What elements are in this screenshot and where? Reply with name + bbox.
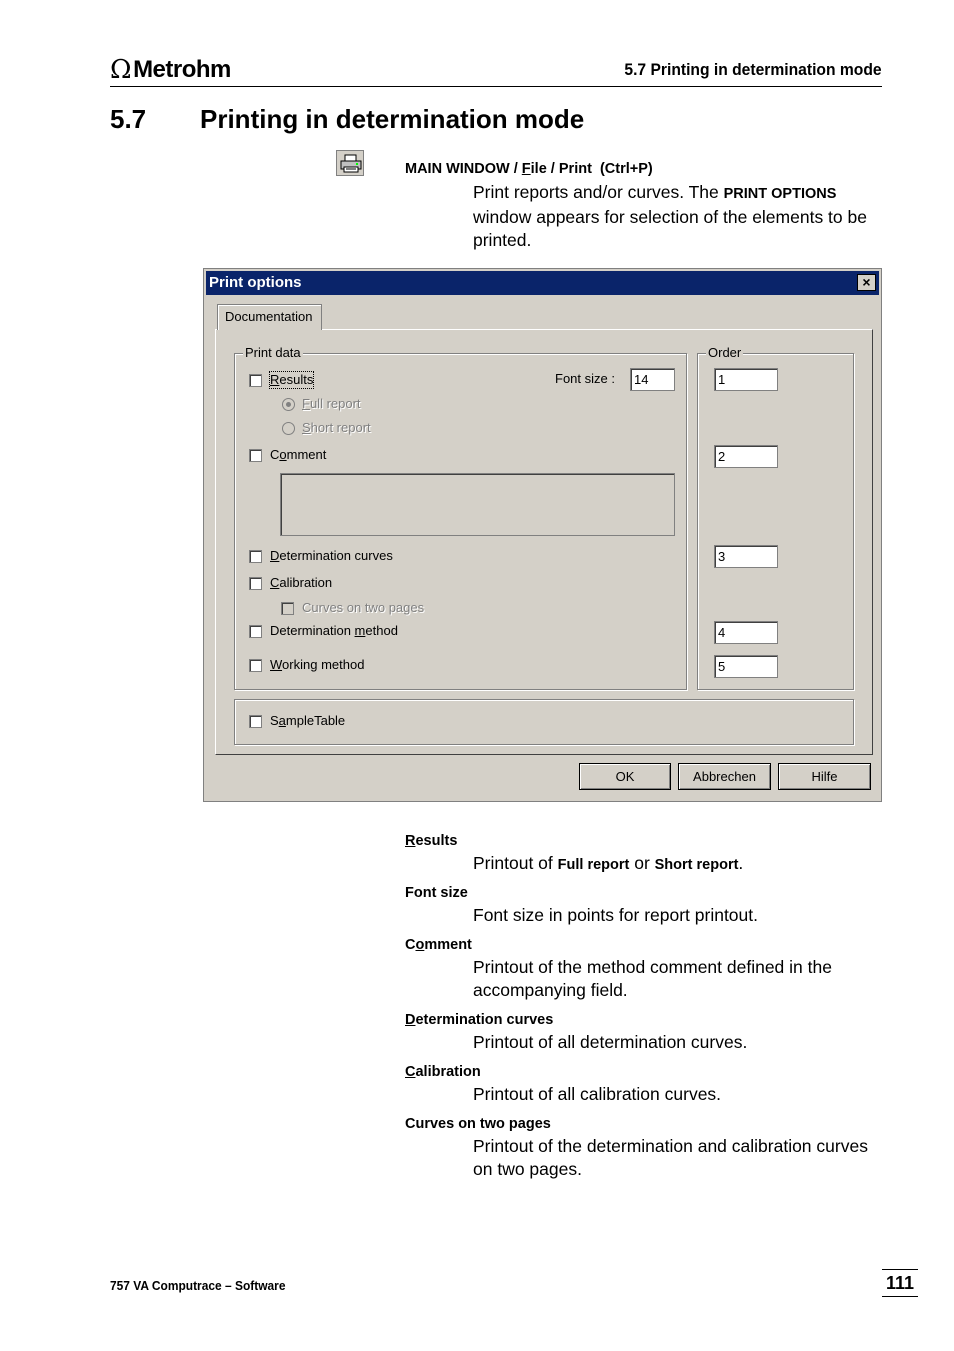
full-report-label [302,396,361,412]
term-calibration [405,1064,481,1080]
omega-logo-icon: Ω [110,55,132,85]
working-method-label [270,657,364,673]
term-text: C [405,937,416,953]
term-comment [405,937,472,953]
menu-shortcut: (Ctrl+P) [591,161,653,177]
label-text: S [270,713,279,728]
mnemonic: D [270,548,280,563]
determination-curves-checkbox[interactable] [249,550,262,563]
intro-paragraph [473,181,883,252]
label-text: mpleTable [285,713,346,728]
mnemonic: W [270,657,283,672]
logo-text: Metrohm [133,56,231,83]
close-icon[interactable]: × [857,274,876,291]
term-results [405,833,457,849]
tab-documentation[interactable]: Documentation [217,304,322,330]
comment-label [270,447,326,463]
intro-text: window appears for selection of the elements to be printed. [473,207,867,250]
mnemonic: o [279,447,287,462]
determination-curves-label [270,548,393,564]
order-input-working-method[interactable]: 5 [714,655,778,678]
term-text: esults [415,833,458,849]
desc-results [473,852,883,877]
curves-two-pages-label: Curves on two pages [302,600,425,615]
order-input-determination-method[interactable]: 4 [714,621,778,644]
label-text: alibration [279,575,333,590]
label-text: esults [279,372,314,387]
dialog-title: Print options [209,274,302,291]
intro-bold: PRINT OPTIONS [723,186,837,202]
term-determination-curves [405,1012,553,1028]
mnemonic: D [405,1012,416,1028]
order-label: Order [708,345,742,360]
menu-window: MAIN WINDOW [405,161,510,177]
mnemonic: R [270,372,280,387]
tab-panel [215,329,873,755]
desc-text: Printout of [473,853,558,873]
label-text: etermination curves [279,548,393,563]
working-method-checkbox[interactable] [249,659,262,672]
footer-product: 757 VA Computrace – Software [110,1278,286,1293]
label-text: Determination [270,623,355,638]
order-input-comment[interactable]: 2 [714,445,778,468]
sample-table-label [270,713,345,729]
short-report-label [302,420,371,436]
printer-icon [336,150,364,176]
comment-textarea[interactable] [280,473,675,536]
order-input-results[interactable]: 1 [714,368,778,391]
mnemonic: C [405,1064,416,1080]
desc-font-size: Font size in points for report printout. [473,905,758,925]
sample-table-group [234,699,854,745]
label-text: ethod [365,623,398,638]
intro-text: Print reports and/or curves. The [473,182,724,202]
term-text: alibration [415,1064,481,1080]
desc-calibration: Printout of all calibration curves. [473,1084,722,1104]
mnemonic: R [405,833,416,849]
help-button[interactable]: Hilfe [778,763,871,790]
header-rule [110,86,882,87]
menu-sep: / [509,161,522,177]
desc-bold: Full report [557,857,630,873]
print-data-label: Print data [245,345,301,360]
font-size-input[interactable]: 14 [630,368,675,391]
curves-two-pages-checkbox[interactable] [281,602,294,615]
dialog-titlebar [206,271,879,295]
term-text: etermination curves [415,1012,554,1028]
mnemonic: m [354,623,366,638]
desc-text: . [738,853,744,873]
mnemonic: a [278,713,286,728]
order-group [697,345,854,690]
order-input-determination-curves[interactable]: 3 [714,545,778,568]
label-text: ull report [309,396,361,411]
desc-determination-curves: Printout of all determination curves. [473,1032,748,1052]
calibration-checkbox[interactable] [249,577,262,590]
menu-sep: / [546,161,559,177]
short-report-radio[interactable] [282,422,295,435]
results-label [270,372,313,388]
sample-table-checkbox[interactable] [249,715,262,728]
menu-print: Print [558,161,592,177]
running-header: 5.7 Printing in determination mode [624,60,882,79]
print-options-dialog [203,268,882,802]
term-font-size: Font size [405,885,468,901]
ok-button[interactable]: OK [579,763,671,790]
desc-bold: Short report [654,857,739,873]
label-text: orking method [282,657,365,672]
font-size-label: Font size : [555,371,615,386]
section-title-text: Printing in determination mode [200,104,585,134]
menu-file-mnemonic: F [521,161,531,177]
term-curves-two-pages: Curves on two pages [405,1116,551,1132]
label-text: mment [286,447,327,462]
determination-method-label [270,623,398,639]
cancel-button[interactable]: Abbrechen [678,763,771,790]
page-number: 111 [882,1269,918,1297]
full-report-radio[interactable] [282,398,295,411]
calibration-label [270,575,332,591]
desc-text: or [629,853,655,873]
mnemonic: F [302,396,310,411]
mnemonic: C [270,575,280,590]
mnemonic: S [302,420,311,435]
term-text: mment [424,937,472,953]
section-title [110,104,584,135]
label-text: hort report [310,420,371,435]
determination-method-checkbox[interactable] [249,625,262,638]
metrohm-logo [110,55,231,85]
menu-path [405,161,653,177]
results-checkbox[interactable] [249,374,262,387]
section-number: 5.7 [110,104,147,134]
desc-comment: Printout of the method comment defined in the accompanying field. [473,957,832,1000]
comment-checkbox[interactable] [249,449,262,462]
label-text: C [270,447,280,462]
print-data-group [234,345,687,690]
menu-file: ile [530,161,547,177]
mnemonic: o [415,937,425,953]
desc-curves-two-pages: Printout of the determination and calibration curves on two pages. [473,1136,868,1179]
